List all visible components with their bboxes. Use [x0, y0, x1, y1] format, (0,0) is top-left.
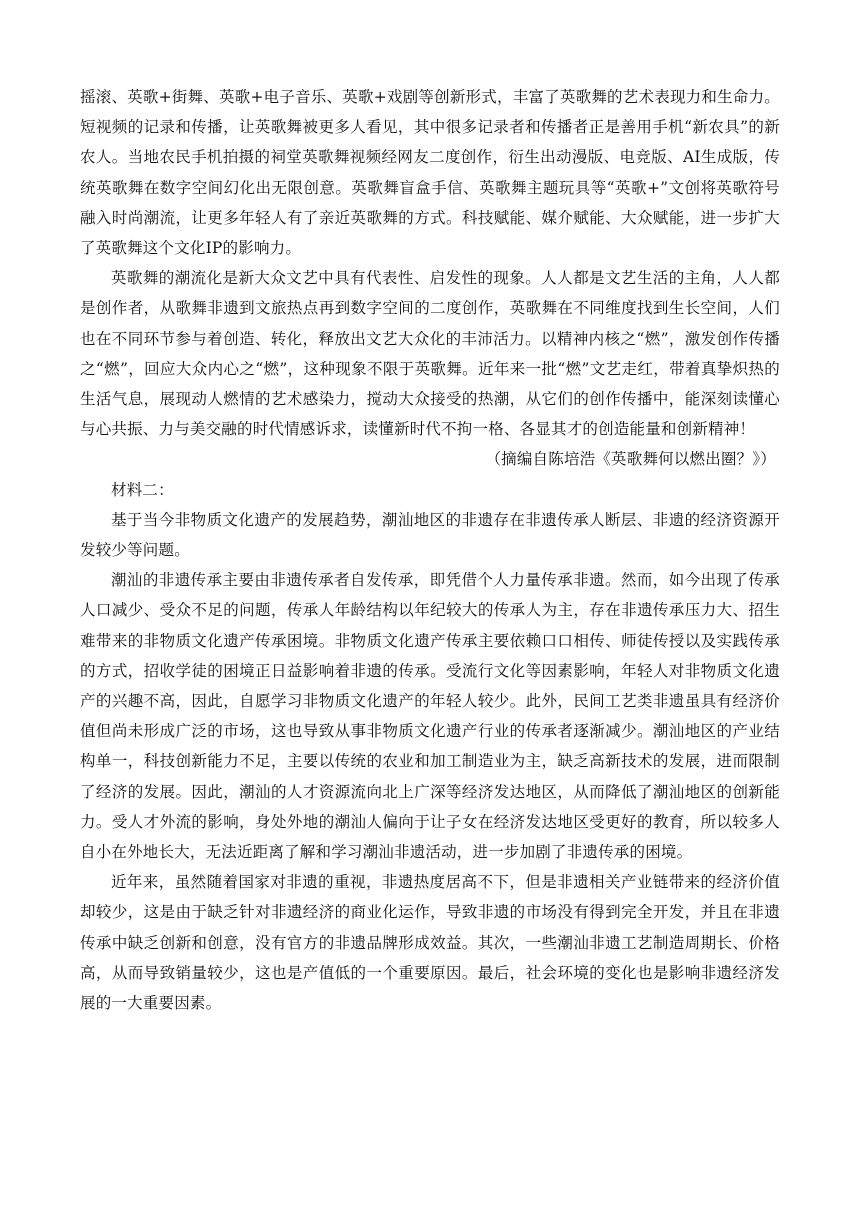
- source-citation: （摘编自陈培浩《英歌舞何以燃出圈？》）: [485, 450, 776, 469]
- paragraph-trend-issue: 基于当今非物质文化遗产的发展趋势，潮汕地区的非遗存在非遗传承人断层、非遗的经济资源开发较少等问题。: [80, 510, 780, 560]
- paragraph-inheritance: 潮汕的非遗传承主要由非遗传承者自发传承，即凭借个人力量传承非遗。然而，如今出现了传承人口减少、受众不足的问题，传承人年龄结构以年纪较大的传承人为主，存在非遗传承压力大、招生难带来的非物质文化遗产传承困境。非物质文化遗产传承主要依赖口口相传、师徒传授以及实践传承的方式，招收学徒的困境正日益影响着非遗的传承。受流行文化等因素影响，年轻人对非物质文化遗产的兴趣不高，因此，自愿学习非物质文化遗产的年轻人较少。此外，民间工艺类非遗虽具有经济价值但尚未形成广泛的市场，这也导致从事非物质文化遗产行业的传承者逐渐减少。潮汕地区的产业结构单一，科技创新能力不足，主要以传统的农业和加工制造业为主，缺乏高新技术的发展，进而限制了经济的发展。因此，潮汕的人才资源流向北上广深等经济发达地区，从而降低了潮汕地区的创新能力。受人才外流的影响，身处外地的潮汕人偏向于让子女在经济发达地区受更好的教育，所以较多人自小在外地长大，无法近距离了解和学习潮汕非遗活动，进一步加剧了非遗传承的困境。: [80, 571, 780, 862]
- document-page: [80, 82, 780, 1018]
- paragraph-economy: 近年来，虽然随着国家对非遗的重视，非遗热度居高不下，但是非遗相关产业链带来的经济价值却较少，这是由于缺乏针对非遗经济的商业化运作，导致非遗的市场没有得到完全开发，并且在非遗传承中缺乏创新和创意，没有官方的非遗品牌形成效益。其次，一些潮汕非遗工艺制造周期长、价格高，从而导致销量较少，这也是产值低的一个重要原因。最后，社会环境的变化也是影响非遗经济发展的一大重要因素。: [80, 873, 780, 1013]
- paragraph-continued: 摇滚、英歌+街舞、英歌+电子音乐、英歌+戏剧等创新形式，丰富了英歌舞的艺术表现力和生命力。短视频的记录和传播，让英歌舞被更多人看见，其中很多记录者和传播者正是善用手机“新农具”的新农人。当地农民手机拍摄的祠堂英歌舞视频经网友二度创作，衍生出动漫版、电竞版、AI生成版，传统英歌舞在数字空间幻化出无限创意。英歌舞盲盒手信、英歌舞主题玩具等“英歌+”文创将英歌符号融入时尚潮流，让更多年轻人有了亲近英歌舞的方式。科技赋能、媒介赋能、大众赋能，进一步扩大了英歌舞这个文化IP的影响力。: [80, 88, 780, 258]
- paragraph-trend: 英歌舞的潮流化是新大众文艺中具有代表性、启发性的现象。人人都是文艺生活的主角，人人都是创作者，从歌舞非遗到文旅热点再到数字空间的二度创作，英歌舞在不同维度找到生长空间，人们也在不同环节参与着创造、转化，释放出文艺大众化的丰沛活力。以精神内核之“燃”，激发创作传播之“燃”，回应大众内心之“燃”，这种现象不限于英歌舞。近年来一批“燃”文艺走红，带着真挚炽热的生活气息，展现动人燃情的艺术感染力，搅动大众接受的热潮，从它们的创作传播中，能深刻读懂心与心共振、力与美交融的时代情感诉求，读懂新时代不拘一格、各显其才的创造能量和创新精神！: [80, 269, 780, 439]
- material-two-heading: 材料二：: [111, 480, 174, 499]
